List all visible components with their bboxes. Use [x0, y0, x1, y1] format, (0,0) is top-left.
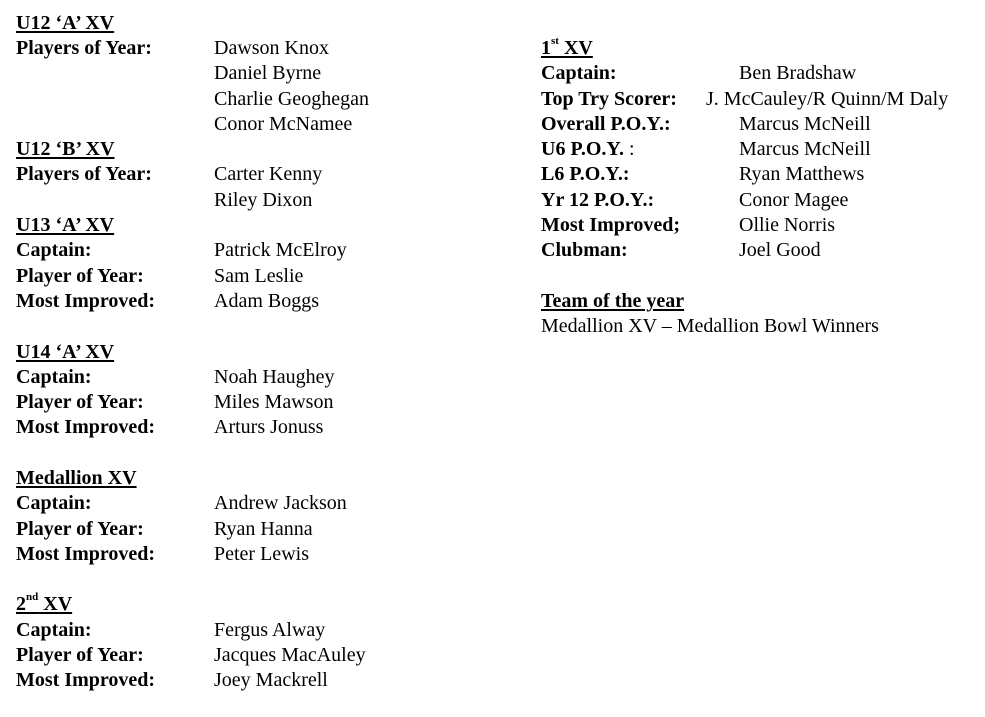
player-of-year-name: Miles Mawson [214, 391, 334, 413]
clubman-name: Joel Good [739, 239, 821, 261]
captain-name: Fergus Alway [214, 619, 326, 641]
most-improved-label: Most Improved: [16, 290, 156, 312]
u6-poy-name: Marcus McNeill [739, 138, 871, 160]
heading-rest: XV [558, 37, 593, 59]
section-heading-u14a: U14 ‘A’ XV [16, 341, 115, 363]
most-improved-label: Most Improved; [541, 214, 681, 236]
yr12-poy-label: Yr 12 P.O.Y.: [541, 189, 655, 211]
player-name: Dawson Knox [214, 37, 329, 59]
players-of-year-label: Players of Year: [16, 37, 152, 59]
section-heading-u12a: U12 ‘A’ XV [16, 12, 115, 34]
most-improved-label: Most Improved: [16, 543, 156, 565]
heading-ordinal: nd [26, 591, 39, 604]
captain-name: Patrick McElroy [214, 239, 347, 261]
top-try-scorer-names: J. McCauley/R Quinn/M Daly [706, 88, 949, 110]
heading-rest: XV [38, 593, 73, 615]
player-of-year-label: Player of Year: [16, 391, 144, 413]
captain-name: Ben Bradshaw [739, 62, 857, 84]
player-name: Charlie Geoghegan [214, 88, 369, 110]
section-heading-team-of-year: Team of the year [541, 290, 685, 312]
l6-poy-label: L6 P.O.Y.: [541, 163, 630, 185]
section-heading-u13a: U13 ‘A’ XV [16, 214, 115, 236]
captain-label: Captain: [16, 366, 92, 388]
captain-name: Andrew Jackson [214, 492, 347, 514]
player-of-year-name: Ryan Hanna [214, 518, 313, 540]
u6-poy-label-text: U6 P.O.Y. [541, 138, 629, 160]
top-try-scorer-label: Top Try Scorer: [541, 88, 677, 110]
player-of-year-label: Player of Year: [16, 518, 144, 540]
player-of-year-name: Sam Leslie [214, 265, 304, 287]
clubman-label: Clubman: [541, 239, 628, 261]
heading-number: 1 [541, 37, 551, 59]
most-improved-name: Ollie Norris [739, 214, 836, 236]
section-heading-1st-xv [541, 37, 593, 60]
captain-label: Captain: [16, 492, 92, 514]
captain-label: Captain: [16, 619, 92, 641]
captain-label: Captain: [541, 62, 617, 84]
players-of-year-label: Players of Year: [16, 163, 152, 185]
u6-poy-label [541, 138, 635, 161]
player-of-year-name: Jacques MacAuley [214, 644, 366, 666]
u6-poy-colon: : [629, 138, 635, 160]
player-of-year-label: Player of Year: [16, 644, 144, 666]
captain-label: Captain: [16, 239, 92, 261]
most-improved-name: Joey Mackrell [214, 669, 328, 691]
player-name: Carter Kenny [214, 163, 323, 185]
player-name: Conor McNamee [214, 113, 353, 135]
most-improved-name: Arturs Jonuss [214, 416, 324, 438]
heading-number: 2 [16, 593, 26, 615]
player-name: Daniel Byrne [214, 62, 322, 84]
captain-name: Noah Haughey [214, 366, 335, 388]
most-improved-label: Most Improved: [16, 416, 156, 438]
most-improved-name: Adam Boggs [214, 290, 319, 312]
team-of-year-text: Medallion XV – Medallion Bowl Winners [541, 315, 879, 337]
most-improved-name: Peter Lewis [214, 543, 309, 565]
overall-poy-name: Marcus McNeill [739, 113, 871, 135]
most-improved-label: Most Improved: [16, 669, 156, 691]
section-heading-2nd-xv [16, 593, 72, 616]
l6-poy-name: Ryan Matthews [739, 163, 865, 185]
heading-ordinal: st [551, 35, 559, 48]
yr12-poy-name: Conor Magee [739, 189, 849, 211]
section-heading-medallion: Medallion XV [16, 467, 137, 489]
overall-poy-label: Overall P.O.Y.: [541, 113, 671, 135]
player-of-year-label: Player of Year: [16, 265, 144, 287]
player-name: Riley Dixon [214, 189, 313, 211]
section-heading-u12b: U12 ‘B’ XV [16, 138, 115, 160]
